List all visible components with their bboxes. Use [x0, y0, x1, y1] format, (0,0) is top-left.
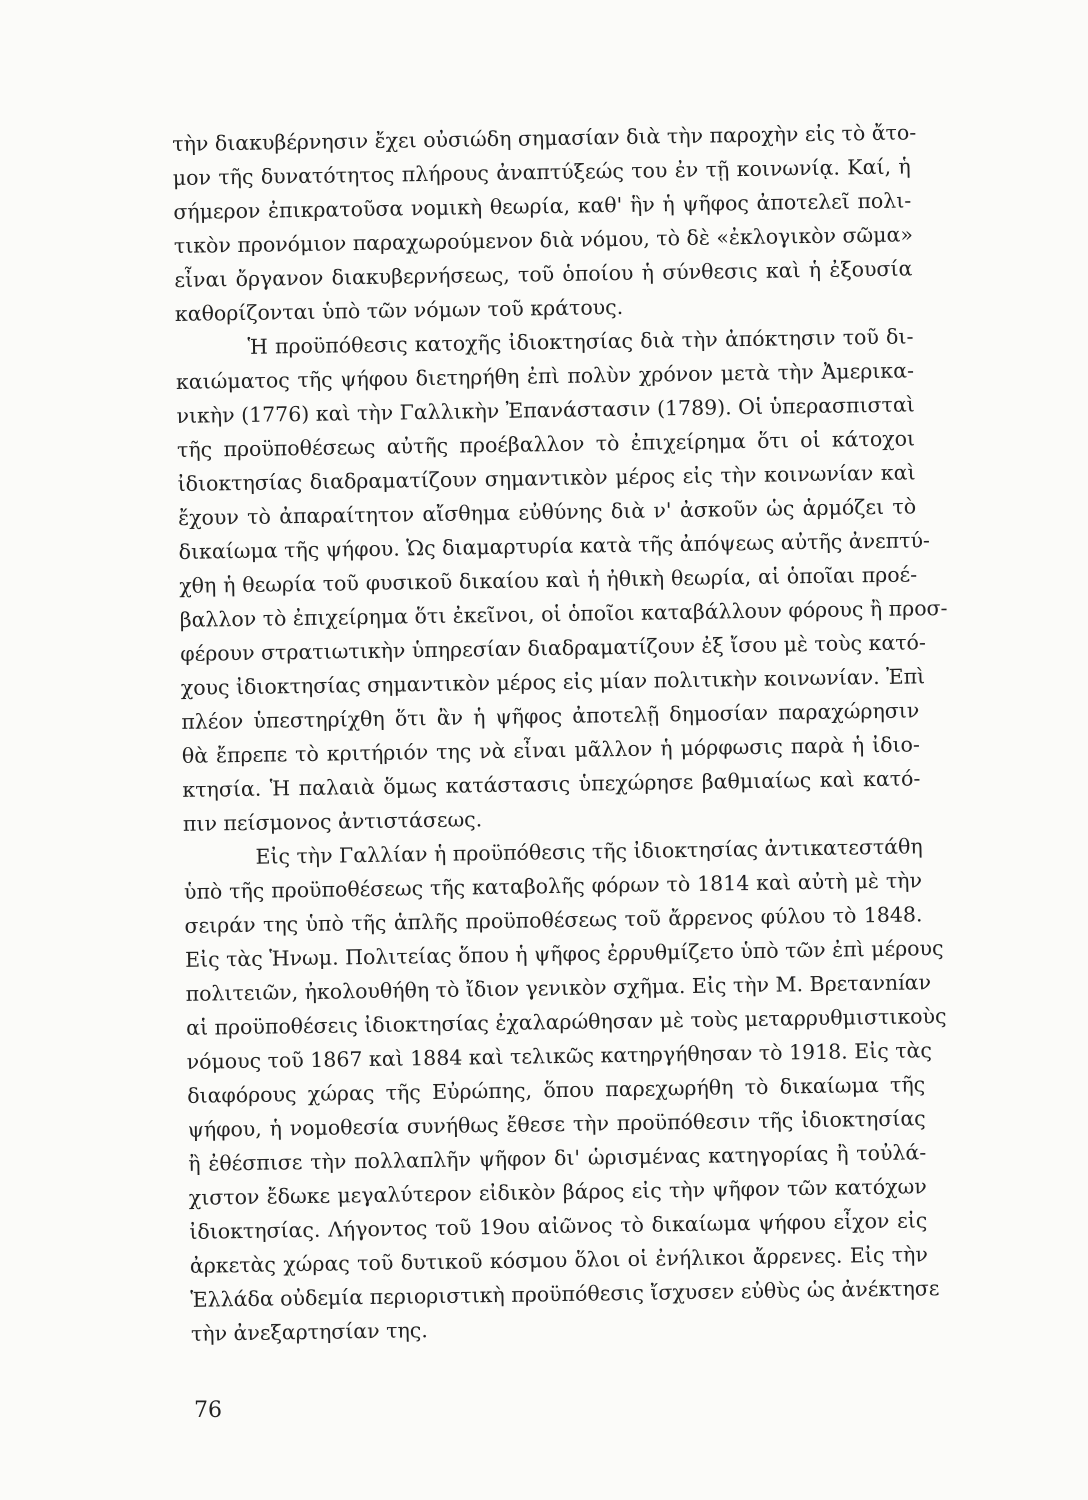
text-line: νόμους τοῦ 1867 καὶ 1884 καὶ τελικῶς κατηργήθησαν τὸ 1918. Εἰς τὰς: [186, 1038, 933, 1074]
text-line: αἱ προϋποθέσεις ἰδιοκτησίας ἐχαλαρώθησαν μὲ τοὺς μεταρρυθμιστικοὺς: [185, 1003, 947, 1040]
text-line: τικὸν προνόμιον παραχωρούμενον διὰ νόμου, τὸ δὲ «ἐκλογικὸν σῶμα»: [173, 222, 914, 258]
text-line: θὰ ἔπρεπε τὸ κριτήριόν της νὰ εἶναι μᾶλλον ἡ μόρφωσις παρὰ ἡ ἰδιο-: [181, 732, 920, 768]
text-line: Εἰς τὰς Ἡνωμ. Πολιτείας ὅπου ἡ ψῆφος ἐρρυθμίζετο ὑπὸ τῶν ἐπὶ μέρους: [184, 935, 944, 972]
text-line: Ἑλλάδα οὐδεμία περιοριστικὴ προϋπόθεσις ἴσχυσεν εὐθὺς ὡς ἀνέκτησε: [190, 1276, 940, 1312]
text-line: δικαίωμα τῆς ψήφου. Ὡς διαμαρτυρία κατὰ τῆς ἀπόψεως αὐτῆς ἀνεπτύ-: [178, 528, 931, 564]
text-line: διαφόρους χώρας τῆς Εὐρώπης, ὅπου παρεχωρήθη τὸ δικαίωμα τῆς: [187, 1072, 926, 1108]
text-line: σειράν της ὑπὸ τῆς ἁπλῆς προϋποθέσεως τοῦ ἄρρενος φύλου τὸ 1848.: [184, 902, 923, 938]
text-line: χθη ἡ θεωρία τοῦ φυσικοῦ δικαίου καὶ ἡ ἠθικὴ θεωρία, αἱ ὁποῖαι προέ-: [179, 562, 918, 598]
text-line: τὴν ἀνεξαρτησίαν της.: [190, 1318, 428, 1346]
text-line: χιστον ἔδωκε μεγαλύτερον εἰδικὸν βάρος εἰς τὴν ψῆφον τῶν κατόχων: [188, 1174, 927, 1210]
page-number: 76: [194, 1398, 222, 1423]
text-line: ἀρκετὰς χώρας τοῦ δυτικοῦ κόσμου ὅλοι οἱ ἐνήλικοι ἄρρενες. Εἰς τὴν: [189, 1242, 928, 1278]
text-line: χους ἰδιοκτησίας σημαντικὸν μέρος εἰς μίαν πολιτικὴν κοινωνίαν. Ἐπὶ: [180, 664, 926, 700]
text-line: πολιτειῶν, ἠκολουθήθη τὸ ἴδιον γενικὸν σχῆμα. Εἰς τὴν Μ. Βρετανníαν: [185, 970, 932, 1006]
text-line: πλέον ὑπεστηρίχθη ὅτι ἂν ἡ ψῆφος ἀποτελῇ δημοσίαν παραχώρησιν: [181, 698, 920, 734]
text-line: ἢ ἐθέσπισε τὴν πολλαπλῆν ψῆφον δι' ὡρισμένας κατηγορίας ἢ τοὐλά-: [188, 1140, 927, 1176]
body-text: [172, 115, 948, 1350]
paragraph-start: Ἡ προϋπόθεσις κατοχῆς ἰδιοκτησίας διὰ τὴν ἀπόκτησιν τοῦ δι-: [247, 324, 914, 359]
paragraph-start: Εἰς τὴν Γαλλίαν ἡ προϋπόθεσις τῆς ἰδιοκτησίας ἀντικατεστάθη: [255, 834, 923, 869]
text-line: βαλλον τὸ ἐπιχείρημα ὅτι ἐκεῖνοι, οἱ ὁποῖοι καταβάλλουν φόρους ἢ προσ-: [179, 595, 948, 632]
text-line: τὴν διακυβέρνησιν ἔχει οὐσιώδη σημασίαν διὰ τὴν παροχὴν εἰς τὸ ἄτο-: [172, 120, 917, 156]
text-line: μον τῆς δυνατότητος πλήρους ἀναπτύξεώς του ἐν τῇ κοινωνίᾳ. Καί, ἡ: [172, 154, 911, 190]
text-line: ἔχουν τὸ ἀπαραίτητον αἴσθημα εὐθύνης διὰ ν' ἀσκοῦν ὡς ἁρμόζει τὸ: [177, 494, 917, 530]
text-line: ἰδιοκτησίας. Λήγοντος τοῦ 19ου αἰῶνος τὸ δικαίωμα ψήφου εἶχον εἰς: [189, 1208, 928, 1244]
text-line: νικὴν (1776) καὶ τὴν Γαλλικὴν Ἐπανάστασιν (1789). Οἱ ὑπερασπισταὶ: [176, 392, 915, 428]
text-line: τῆς προϋποθέσεως αὐτῆς προέβαλλον τὸ ἐπιχείρημα ὅτι οἱ κάτοχοι: [176, 426, 916, 462]
text-line: ψήφου, ἡ νομοθεσία συνήθως ἔθεσε τὴν προϋπόθεσιν τῆς ἰδιοκτησίας: [187, 1106, 926, 1142]
text-line: εἶναι ὄργανον διακυβερνήσεως, τοῦ ὁποίου ἡ σύνθεσις καὶ ἡ ἐξουσία: [174, 256, 913, 292]
text-line: καιώματος τῆς ψήφου διετηρήθη ἐπὶ πολὺν χρόνον μετὰ τὴν Ἀμερικα-: [175, 358, 915, 394]
text-line: πιν πείσμονος ἀντιστάσεως.: [182, 807, 483, 836]
text-line: κτησία. Ἡ παλαιὰ ὅμως κατάστασις ὑπεχώρησε βαθμιαίως καὶ κατό-: [182, 766, 921, 802]
text-line: σήμερον ἐπικρατοῦσα νομικὴ θεωρία, καθ' ἣν ἡ ψῆφος ἀποτελεῖ πολι-: [173, 188, 912, 224]
text-line: ἰδιοκτησίας διαδραματίζουν σημαντικὸν μέρος εἰς τὴν κοινωνίαν καὶ: [177, 460, 916, 496]
text-line: ὑπὸ τῆς προϋποθέσεως τῆς καταβολῆς φόρων τὸ 1814 καὶ αὐτὴ μὲ τὴν: [183, 868, 923, 904]
text-line: φέρουν στρατιωτικὴν ὑπηρεσίαν διαδραματίζουν ἐξ ἴσου μὲ τοὺς κατό-: [180, 630, 927, 666]
text-line: καθορίζονται ὑπὸ τῶν νόμων τοῦ κράτους.: [174, 294, 624, 326]
